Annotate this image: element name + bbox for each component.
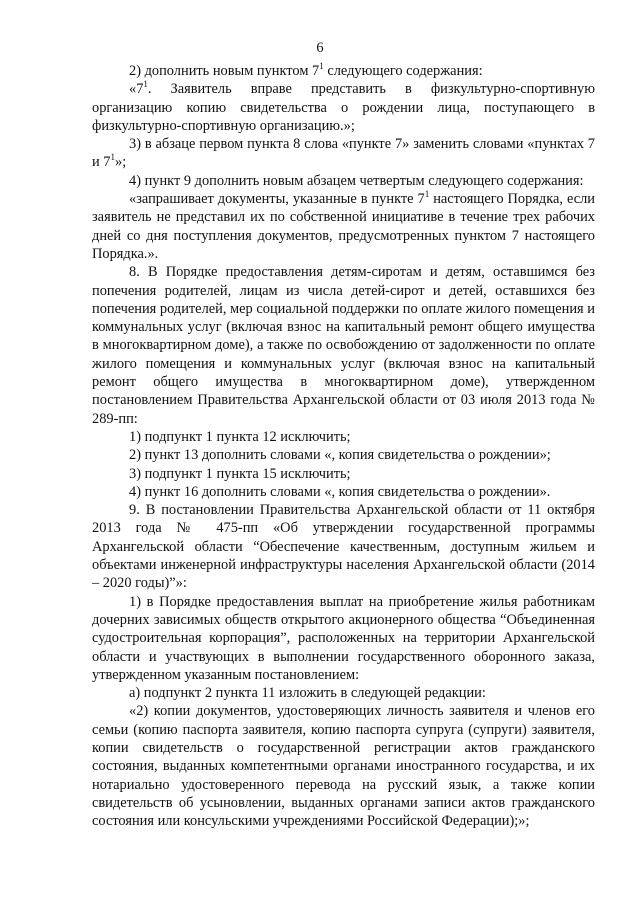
paragraph: 2) пункт 13 дополнить словами «, копия свидетельства о рождении»; — [129, 447, 551, 464]
paragraph: 1) в Порядке предоставления выплат на приобретение жилья работникам дочерних зависимых обществ открытого акционерного общества “Объединенная судостроительная корпорация”, расположенных на территории Архангельской области и участвующих в выполнении государственного оборонного заказа, утвержденном указанным постановлением: — [92, 593, 595, 683]
paragraph: «2) копии документов, удостоверяющих личность заявителя и членов его семьи (копию паспорта заявителя, копию паспорта супруга (супруги) заявителя, копии свидетельств о государственной регистрации актов гражданского состояния, выданных компетентными органами иностранного государства, и их нотариально удостоверенного перевода на русский язык, а также копии свидетельств об усыновлении, выданных органами записи актов гражданского состояния или консульскими учреждениями Российской Федерации);»; — [92, 703, 595, 830]
paragraph: а) подпункт 2 пункта 11 изложить в следующей редакции: — [129, 685, 486, 702]
paragraph: 3) подпункт 1 пункта 15 исключить; — [129, 465, 351, 482]
paragraph: 4) пункт 16 дополнить словами «, копия свидетельства о рождении». — [129, 483, 551, 500]
paragraph: 2) дополнить новым пунктом $7^1$ следующего содержания: — [129, 61, 483, 79]
paragraph: «запрашивает документы, указанные в пункте $7^1$ настоящего Порядка, если заявитель не представил их по собственной инициативе в течение трех рабочих дней со дня поступления документов, предусмотренных пунктом 7 настоящего Порядка.». — [92, 189, 595, 262]
document-body — [92, 62, 595, 830]
paragraph: 3) в абзаце первом пункта 8 слова «пункте 7» заменить словами «пунктах 7 и $7^1$»; — [92, 136, 595, 171]
paragraph: 4) пункт 9 дополнить новым абзацем четвертым следующего содержания: — [129, 172, 584, 189]
paragraph: 8. В Порядке предоставления детям-сиротам и детям, оставшимся без попечения родителей, лицам из числа детей-сирот и детей, оставшихся без попечения родителей, мер социальной поддержки по оплате жилого помещения и коммунальных услуг (включая взнос на капитальный ремонт общего имущества в многоквартирном доме), а также по освобождению от задолженности по оплате жилого помещения и коммунальных услуг (включая взнос на капитальный ремонт общего имущества в многоквартирном доме), утвержденном постановлением Правительства Архангельской области от 03 июля 2013 года № 289-пп: — [92, 264, 595, 427]
page-number: 6 — [316, 40, 324, 56]
paragraph: «$7^1$. Заявитель вправе представить в физкультурно-спортивную организацию копию свидетельства о рождении лица, поступающего в физкультурно-спортивную организацию.»; — [92, 79, 595, 134]
paragraph: 1) подпункт 1 пункта 12 исключить; — [129, 428, 351, 445]
paragraph: 9. В постановлении Правительства Архангельской области от 11 октября 2013 года № 475-пп «Об утверждении государственной программы Архангельской области “Обеспечение качественным, доступным жильем и объектами инженерной инфраструктуры населения Архангельской области (2014 – 2020 годы)”»: — [92, 502, 595, 592]
